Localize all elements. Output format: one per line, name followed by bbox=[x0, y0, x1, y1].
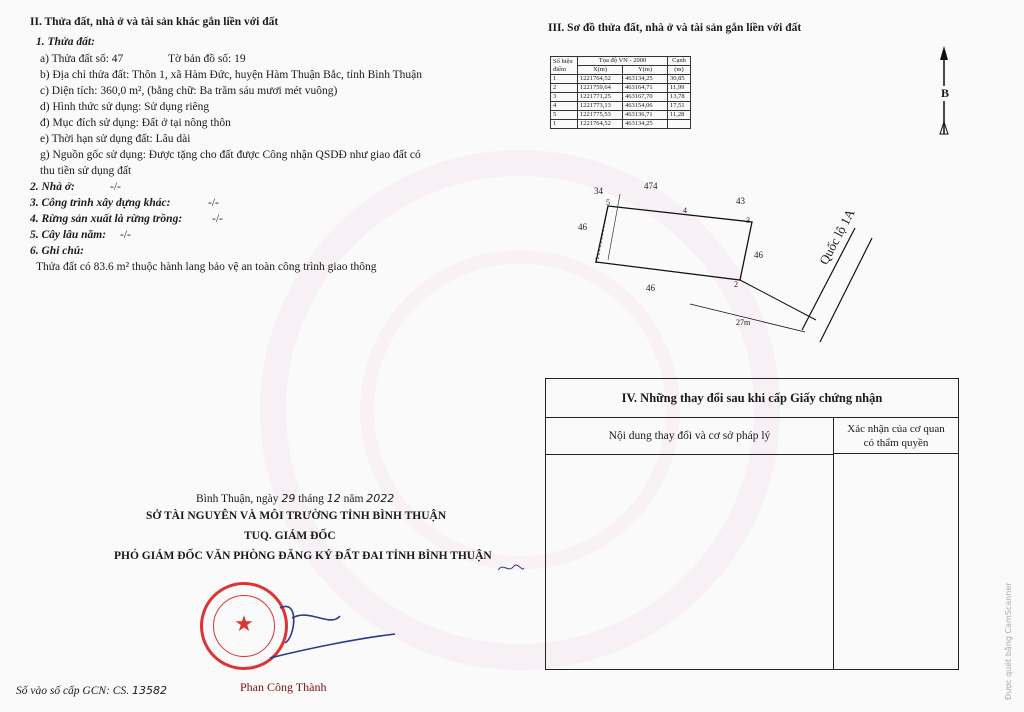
date-month-label: tháng bbox=[298, 493, 324, 505]
col-confirmation-line2: có thẩm quyền bbox=[863, 437, 929, 449]
point-1: 1 bbox=[594, 256, 598, 265]
cell: 1221764,52 bbox=[578, 75, 623, 84]
field-muc-dich: đ) Mục đích sử dụng: Đất ở tại nông thôn bbox=[40, 117, 231, 129]
date-line bbox=[196, 492, 394, 505]
section3-title: III. Sơ đồ thửa đất, nhà ở và tài sản gắn liền với đất bbox=[548, 22, 802, 34]
th-coord: Tọa độ VN - 2000 bbox=[578, 57, 668, 66]
stamp-star-icon: ★ bbox=[234, 611, 254, 636]
cell: 1221771,25 bbox=[578, 93, 623, 102]
signature-icon bbox=[240, 598, 400, 668]
label-43: 43 bbox=[736, 196, 745, 206]
field-thoi-han: e) Thời hạn sử dụng đất: Lâu dài bbox=[40, 133, 191, 145]
table-row bbox=[551, 111, 691, 120]
field-thua-dat-so: a) Thửa đất số: 47 bbox=[40, 53, 124, 65]
date-prefix: Bình Thuận, ngày bbox=[196, 493, 279, 505]
cell: 3 bbox=[551, 93, 578, 102]
changes-table bbox=[545, 378, 959, 670]
cell: 1221775,53 bbox=[578, 111, 623, 120]
table-row bbox=[551, 120, 691, 129]
col-change-content: Nội dung thay đổi và cơ sở pháp lý bbox=[546, 418, 833, 455]
heading-cay-lau-nam: 5. Cây lâu năm: bbox=[30, 229, 107, 241]
th-m: (m) bbox=[668, 66, 691, 75]
point-5: 5 bbox=[606, 198, 610, 207]
th-edge: Cạnh bbox=[668, 57, 691, 66]
field-nguon-goc: g) Nguồn gốc sử dụng: Được tặng cho đất được Công nhận QSDĐ như giao đất có bbox=[40, 149, 421, 161]
th-y: Y(m) bbox=[623, 66, 668, 75]
date-year: 2022 bbox=[366, 492, 395, 505]
register-number: 13582 bbox=[131, 684, 167, 697]
field-dien-tich: c) Diện tích: 360,0 m², (bằng chữ: Ba trăm sáu mươi mét vuông) bbox=[40, 85, 338, 97]
signer-name: Phan Công Thành bbox=[240, 680, 327, 694]
table-row bbox=[551, 93, 691, 102]
point-4: 4 bbox=[683, 206, 687, 215]
cell: 30,85 bbox=[668, 75, 691, 84]
table-row bbox=[551, 75, 691, 84]
distance-27m: 27m bbox=[736, 318, 751, 327]
heading-ghi-chu: 6. Ghi chú: bbox=[30, 245, 84, 257]
column-divider bbox=[833, 418, 834, 670]
cell: 463136,71 bbox=[623, 111, 668, 120]
section2-title: II. Thửa đất, nhà ở và tài sản khác gắn liền với đất bbox=[30, 16, 279, 28]
role-line: PHÓ GIÁM ĐỐC VĂN PHÒNG ĐĂNG KÝ ĐẤT ĐAI TỈNH BÌNH THUẬN bbox=[114, 550, 492, 562]
cell: 11,28 bbox=[668, 111, 691, 120]
cell: 1221764,52 bbox=[578, 120, 623, 129]
cell: 4 bbox=[551, 102, 578, 111]
initials-icon bbox=[496, 560, 526, 576]
col-confirmation bbox=[834, 418, 958, 454]
date-year-label: năm bbox=[343, 493, 364, 505]
section4-title: IV. Những thay đổi sau khi cấp Giấy chứng nhận bbox=[546, 379, 958, 418]
cell: 463134,25 bbox=[623, 75, 668, 84]
value-cay-lau-nam: -/- bbox=[120, 229, 131, 241]
field-nguon-goc-cont: thu tiền sử dụng đất bbox=[40, 165, 132, 177]
cell: 1 bbox=[551, 120, 578, 129]
plot-diagram bbox=[580, 180, 880, 350]
value-rung-san-xuat: -/- bbox=[212, 213, 223, 225]
label-46-left: 46 bbox=[578, 222, 587, 232]
cell: 1 bbox=[551, 75, 578, 84]
cell: 11,99 bbox=[668, 84, 691, 93]
register-label: Số vào số cấp GCN: CS. bbox=[16, 685, 130, 697]
note-text: Thửa đất có 83.6 m² thuộc hành lang bảo vệ an toàn công trình giao thông bbox=[36, 261, 377, 273]
org-name: SỞ TÀI NGUYÊN VÀ MÔI TRƯỜNG TỈNH BÌNH THUẬN bbox=[146, 510, 447, 522]
value-cong-trinh: -/- bbox=[208, 197, 219, 209]
label-474: 474 bbox=[644, 181, 658, 191]
register-line bbox=[16, 684, 167, 697]
cell: 5 bbox=[551, 111, 578, 120]
north-label: B bbox=[941, 86, 950, 100]
heading-nha-o: 2. Nhà ở: bbox=[30, 181, 75, 193]
point-3: 3 bbox=[746, 216, 750, 225]
coordinate-table bbox=[550, 56, 691, 129]
cell: 1221759,64 bbox=[578, 84, 623, 93]
scanner-watermark: Được quét bằng CamScanner bbox=[1004, 582, 1013, 700]
date-month: 12 bbox=[326, 492, 341, 505]
cell: 463164,71 bbox=[623, 84, 668, 93]
th-point: Số hiệu điểm bbox=[551, 57, 578, 75]
cell: 463154,06 bbox=[623, 102, 668, 111]
cell: 2 bbox=[551, 84, 578, 93]
label-46-bottom: 46 bbox=[646, 283, 655, 293]
th-x: X(m) bbox=[578, 66, 623, 75]
point-2: 2 bbox=[734, 280, 738, 289]
tuq-line: TUQ. GIÁM ĐỐC bbox=[244, 530, 336, 542]
cell: 17,51 bbox=[668, 102, 691, 111]
field-hinh-thuc: d) Hình thức sử dụng: Sử dụng riêng bbox=[40, 101, 210, 113]
value-nha-o: -/- bbox=[110, 181, 121, 193]
field-to-ban-do: Tờ bản đồ số: 19 bbox=[168, 53, 246, 65]
cell: 13,78 bbox=[668, 93, 691, 102]
heading-thua-dat: 1. Thửa đất: bbox=[36, 36, 95, 48]
label-34: 34 bbox=[594, 186, 603, 196]
cell: 1221773,13 bbox=[578, 102, 623, 111]
label-46-right: 46 bbox=[754, 250, 763, 260]
date-day: 29 bbox=[281, 492, 296, 505]
table-row bbox=[551, 102, 691, 111]
field-dia-chi: b) Địa chỉ thửa đất: Thôn 1, xã Hàm Đức, huyện Hàm Thuận Bắc, tỉnh Bình Thuận bbox=[40, 69, 422, 81]
col-confirmation-line1: Xác nhận của cơ quan bbox=[847, 423, 945, 435]
cell bbox=[668, 120, 691, 129]
cell: 463134,25 bbox=[623, 120, 668, 129]
heading-rung-san-xuat: 4. Rừng sản xuất là rừng trồng: bbox=[30, 213, 183, 225]
table-row bbox=[551, 84, 691, 93]
cell: 463167,70 bbox=[623, 93, 668, 102]
road-label: Quốc lộ 1A bbox=[816, 206, 858, 268]
heading-cong-trinh: 3. Công trình xây dựng khác: bbox=[30, 197, 171, 209]
